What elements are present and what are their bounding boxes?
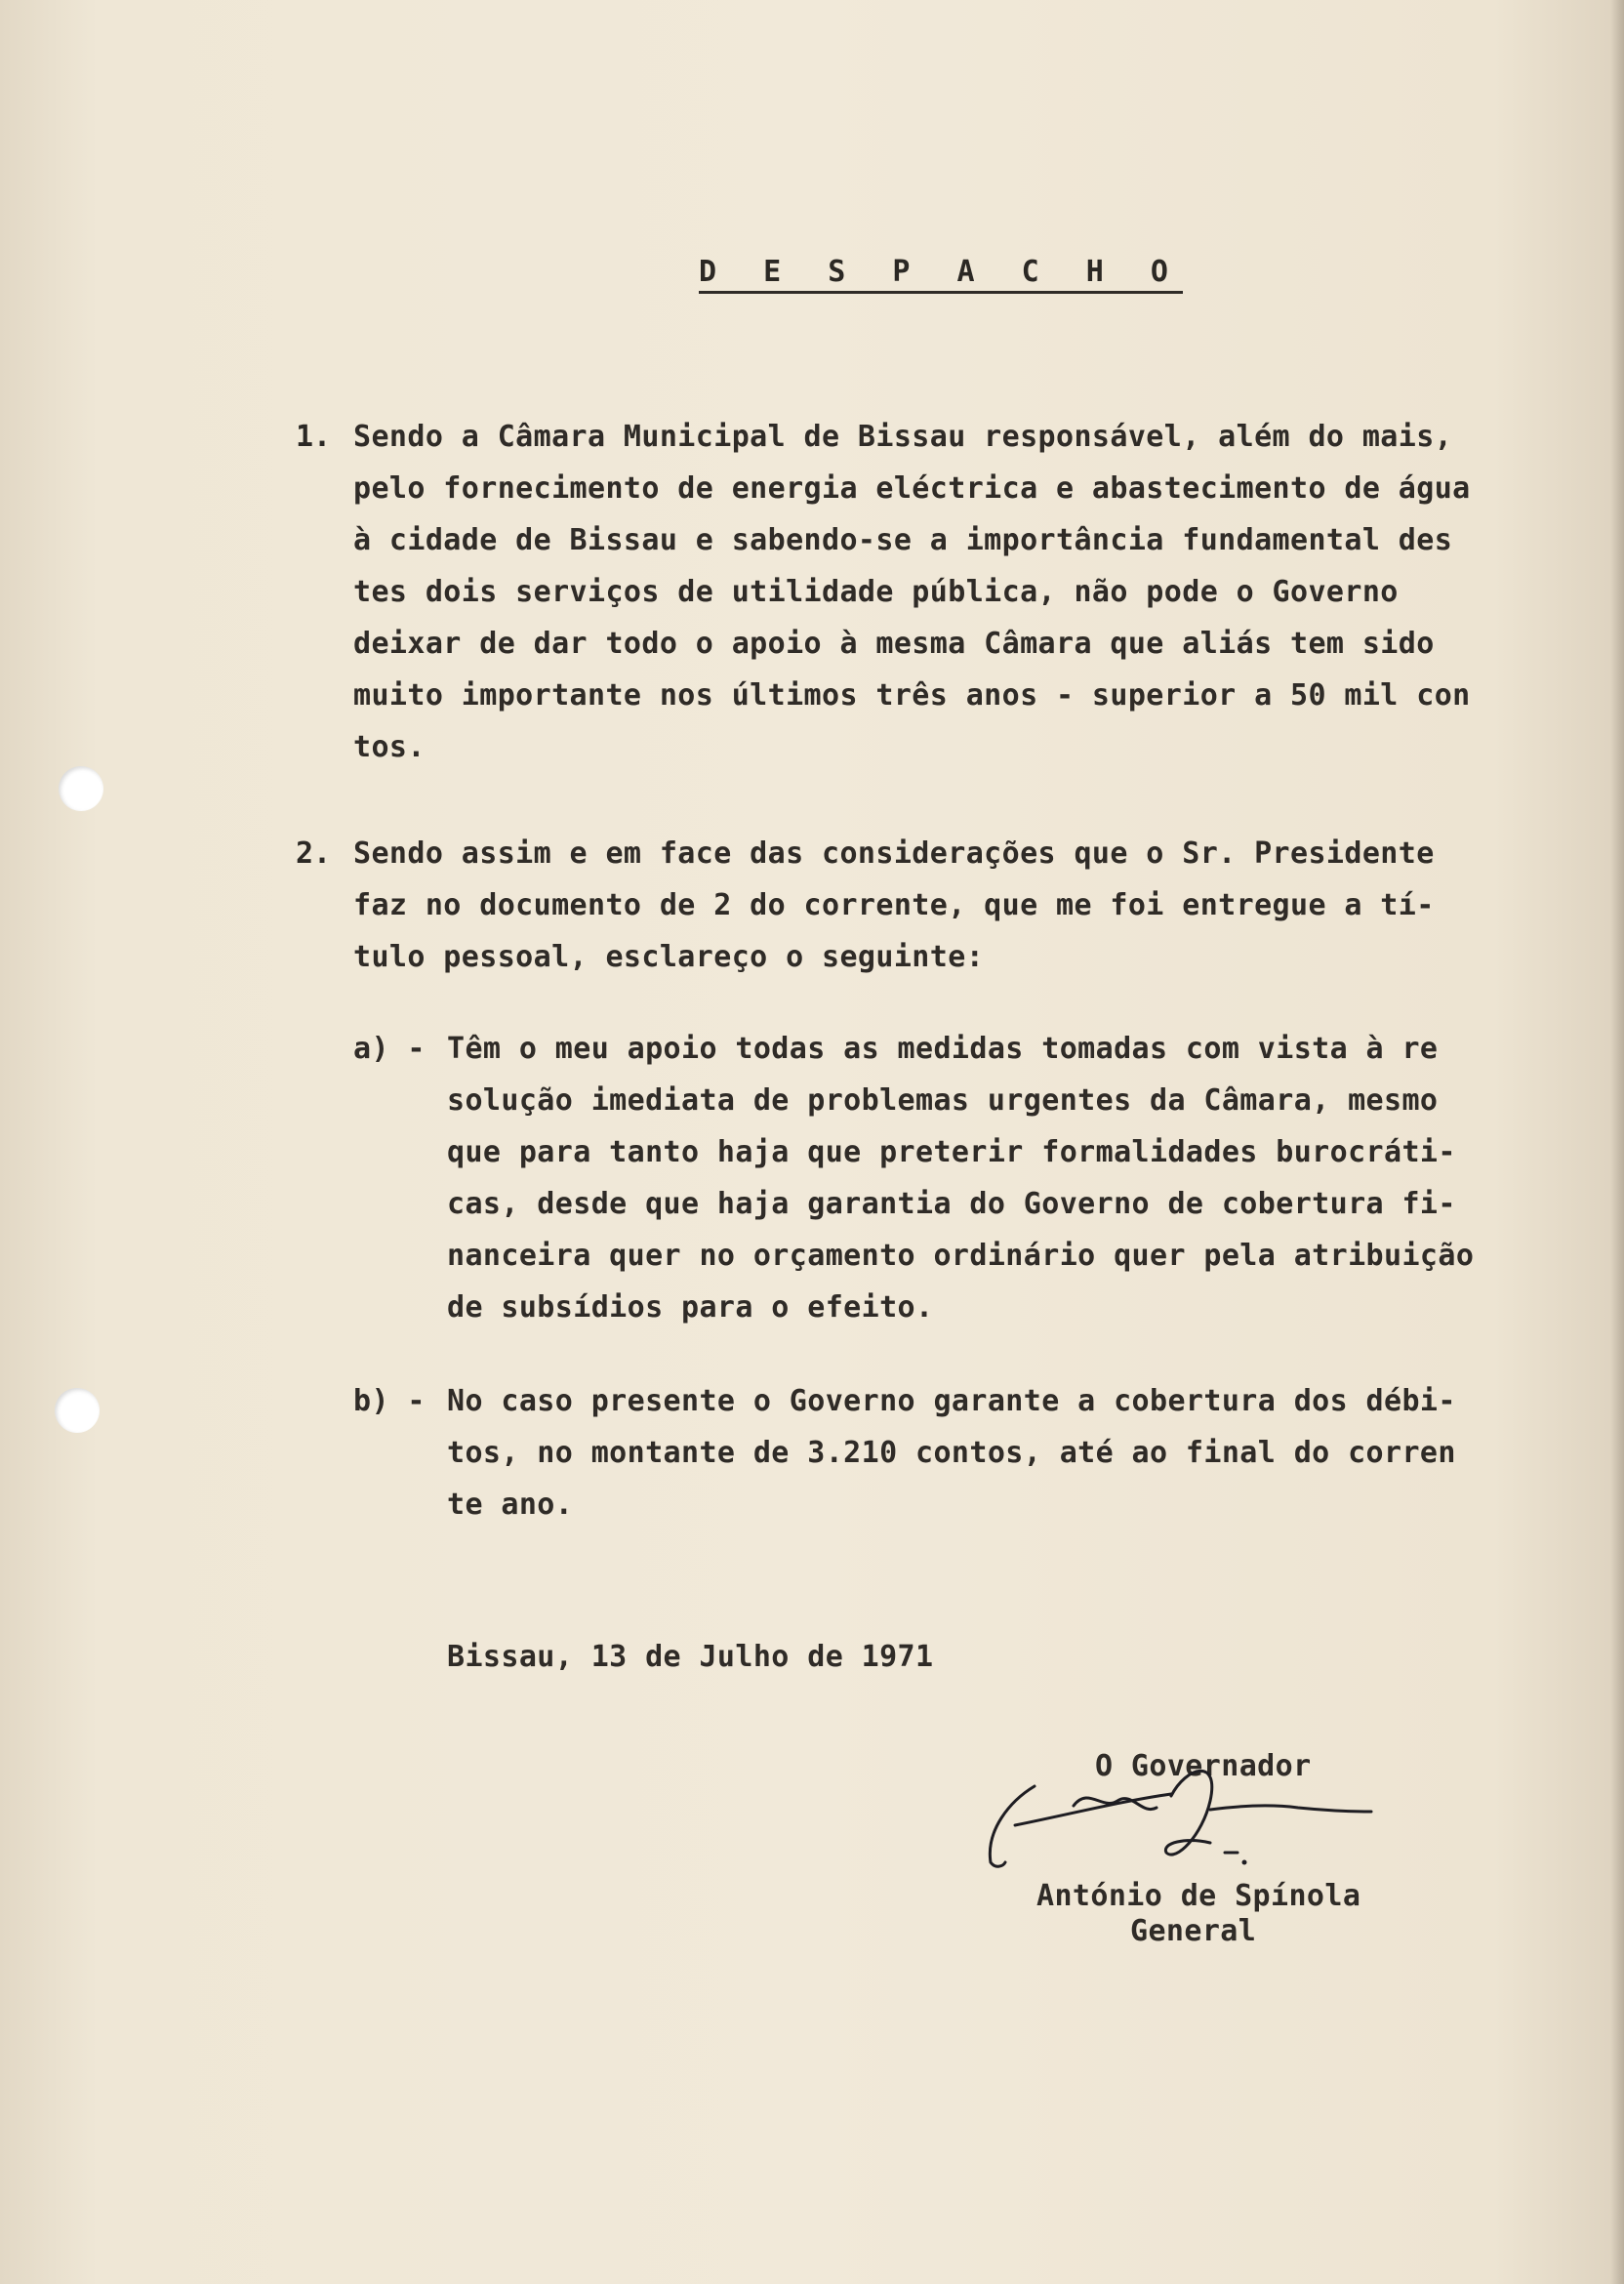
signer-name: António de Spínola <box>1036 1879 1361 1913</box>
item-a-line-5: nanceira quer no orçamento ordinário quer pela atribuição <box>447 1239 1475 1273</box>
item-1-line-6: muito importante nos últimos três anos - superior a 50 mil con <box>353 678 1471 713</box>
item-a-line-3: que para tanto haja que preterir formalidades burocráti- <box>447 1135 1456 1169</box>
signer-rank: General <box>1130 1914 1257 1948</box>
item-1-line-4: tes dois serviços de utilidade pública, não pode o Governo <box>353 575 1399 609</box>
handwritten-signature <box>976 1747 1386 1874</box>
item-1-number: 1. <box>296 420 332 454</box>
item-a-line-2: solução imediata de problemas urgentes da Câmara, mesmo <box>447 1083 1439 1118</box>
item-2-number: 2. <box>296 836 332 871</box>
punch-hole-top <box>59 766 103 811</box>
item-1-line-3: à cidade de Bissau e sabendo-se a importância fundamental des <box>353 523 1453 557</box>
item-1-line-5: deixar de dar todo o apoio à mesma Câmara que aliás tem sido <box>353 627 1435 661</box>
item-b-line-1: No caso presente o Governo garante a cobertura dos débi- <box>447 1384 1456 1418</box>
date-line: Bissau, 13 de Julho de 1971 <box>447 1640 934 1674</box>
item-2-line-2: faz no documento de 2 do corrente, que me foi entregue a tí- <box>353 888 1435 922</box>
punch-hole-bottom <box>55 1388 100 1433</box>
document-title: D E S P A C H O <box>699 256 1183 294</box>
page-edge-shadow <box>1610 0 1624 2284</box>
item-b-label: b) - <box>353 1384 426 1418</box>
signature-role: O Governador <box>1095 1749 1312 1783</box>
item-a-line-6: de subsídios para o efeito. <box>447 1290 934 1325</box>
item-b-line-3: te ano. <box>447 1488 574 1522</box>
item-a-label: a) - <box>353 1032 426 1066</box>
item-2-line-1: Sendo assim e em face das considerações que o Sr. Presidente <box>353 836 1435 871</box>
item-2-line-3: tulo pessoal, esclareço o seguinte: <box>353 940 985 974</box>
item-b-line-2: tos, no montante de 3.210 contos, até ao final do corren <box>447 1436 1456 1470</box>
item-1-line-2: pelo fornecimento de energia eléctrica e abastecimento de água <box>353 471 1471 506</box>
item-1-line-7: tos. <box>353 730 426 764</box>
item-1-line-1: Sendo a Câmara Municipal de Bissau responsável, além do mais, <box>353 420 1453 454</box>
item-a-line-4: cas, desde que haja garantia do Governo de cobertura fi- <box>447 1187 1456 1221</box>
item-a-line-1: Têm o meu apoio todas as medidas tomadas com vista à re <box>447 1032 1439 1066</box>
